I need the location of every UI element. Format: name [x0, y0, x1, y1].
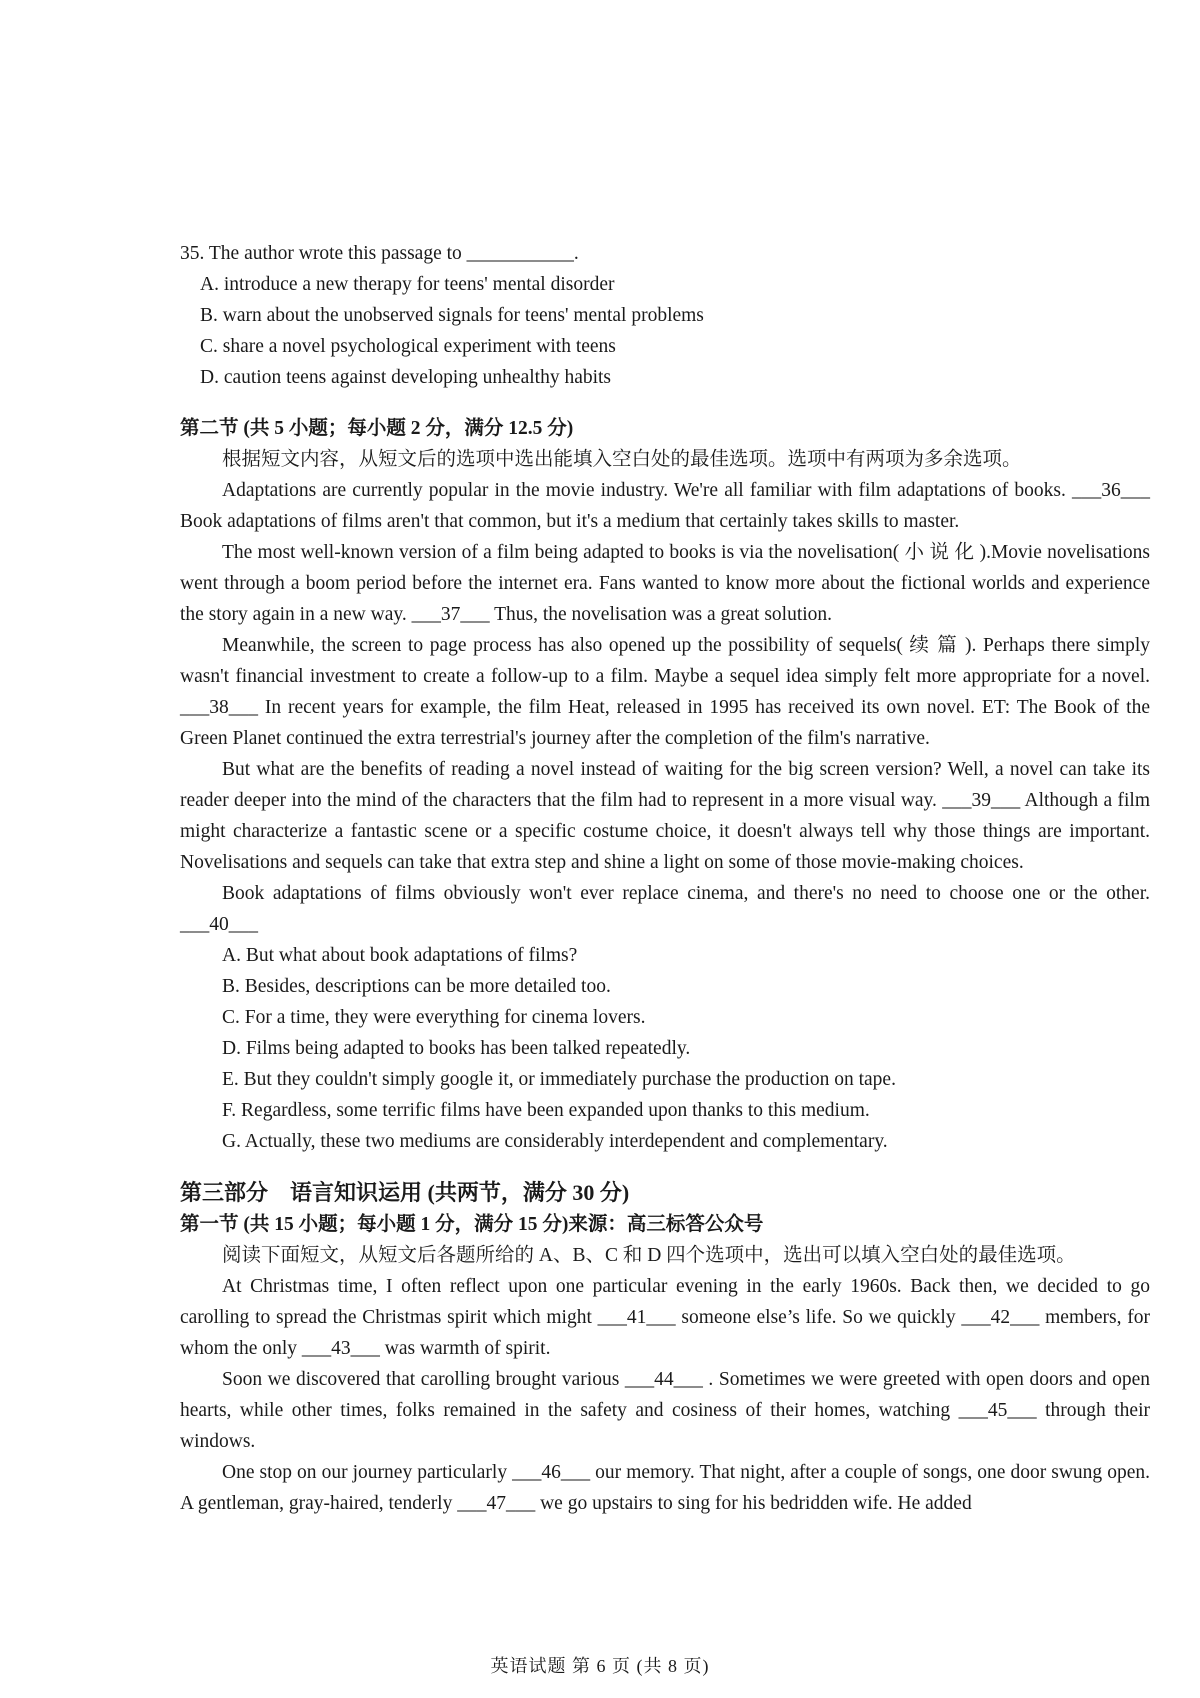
part-3-heading: 第三部分 语言知识运用 (共两节，满分 30 分): [180, 1180, 630, 1205]
question-35-option-d: D. caution teens against developing unhealthy habits: [200, 367, 612, 388]
section-2-heading: 第二节 (共 5 小题；每小题 2 分，满分 12.5 分): [180, 418, 574, 439]
option-d: D. Films being adapted to books has been talked repeatedly.: [222, 1038, 691, 1059]
section-2: [180, 413, 1150, 1157]
option-a: A. But what about book adaptations of films?: [222, 945, 578, 966]
question-35-option-c: C. share a novel psychological experiment with teens: [200, 336, 616, 357]
question-35-stem: 35. The author wrote this passage to ___________.: [180, 243, 579, 264]
section-2-options: [180, 940, 1150, 1157]
page-content: [180, 238, 1150, 1519]
cloze-paragraph: One stop on our journey particularly ___46___ our memory. That night, after a couple of songs, one door swung open. A gentleman, gray-haired, tenderly ___47___ we go upstairs to sing for his bedridden wife. He added: [180, 1462, 1150, 1514]
passage-paragraph: The most well-known version of a film being adapted to books is via the novelisation( 小 说 化 ).Movie novelisations went through a boom period before the internet era. Fans wanted to know more about the fictional worlds and experience the story again in a new way. ___37___ Thus, the novelisation was a great solution.: [180, 542, 1150, 625]
passage-paragraph: Adaptations are currently popular in the movie industry. We're all familiar with film adaptations of books. ___36___ Book adaptations of films aren't that common, but it's a medium that certainly takes skills to master.: [180, 480, 1150, 532]
cloze-paragraph: At Christmas time, I often reflect upon one particular evening in the early 1960s. Back then, we decided to go carolling to spread the Christmas spirit which might ___41___ someone else’s life. So we quickly ___42___ members, for whom the only ___43___ was warmth of spirit.: [180, 1276, 1150, 1359]
question-35-option-b: B. warn about the unobserved signals for teens' mental problems: [200, 305, 704, 326]
cloze-paragraph: Soon we discovered that carolling brought various ___44___ . Sometimes we were greeted with open doors and open hearts, while other times, folks remained in the safety and cosiness of their homes, watching ___45___ through their windows.: [180, 1369, 1150, 1452]
part-3-instruction: 阅读下面短文，从短文后各题所给的 A、B、C 和 D 四个选项中，选出可以填入空白处的最佳选项。: [222, 1245, 1076, 1266]
option-g: G. Actually, these two mediums are considerably interdependent and complementary.: [222, 1131, 888, 1152]
section-2-instruction: 根据短文内容，从短文后的选项中选出能填入空白处的最佳选项。选项中有两项为多余选项。: [222, 449, 1022, 470]
passage-paragraph: Meanwhile, the screen to page process has also opened up the possibility of sequels( 续 篇 ). Perhaps there simply wasn't financial investment to create a follow-up to a film. Maybe a sequel idea simply felt more appropriate for a novel. ___38___ In recent years for example, the film Heat, released in 1995 has received its own novel. ET: The Book of the Green Planet continued the extra terrestrial's journey after the completion of the film's narrative.: [180, 635, 1150, 749]
passage-paragraph: Book adaptations of films obviously won't ever replace cinema, and there's no need to choose one or the other. ___40___: [180, 883, 1150, 935]
option-b: B. Besides, descriptions can be more detailed too.: [222, 976, 611, 997]
option-f: F. Regardless, some terrific films have been expanded upon thanks to this medium.: [222, 1100, 870, 1121]
page-footer: 英语试题 第 6 页 (共 8 页): [490, 1656, 710, 1676]
passage-paragraph: But what are the benefits of reading a novel instead of waiting for the big screen version? Well, a novel can take its reader deeper into the mind of the characters that the film had to represent in a more visual way. ___39___ Although a film might characterize a fantastic scene or a specific costume choice, it doesn't always tell why those things are important. Novelisations and sequels can take that extra step and shine a light on some of those movie-making choices.: [180, 759, 1150, 873]
part-3-section-1-heading: 第一节 (共 15 小题；每小题 1 分，满分 15 分)来源：高三标答公众号: [180, 1214, 764, 1235]
question-35: [180, 238, 1150, 393]
question-35-option-a: A. introduce a new therapy for teens' mental disorder: [200, 274, 615, 295]
part-3: [180, 1177, 1150, 1519]
option-e: E. But they couldn't simply google it, or immediately purchase the production on tape.: [222, 1069, 896, 1090]
option-c: C. For a time, they were everything for cinema lovers.: [222, 1007, 646, 1028]
